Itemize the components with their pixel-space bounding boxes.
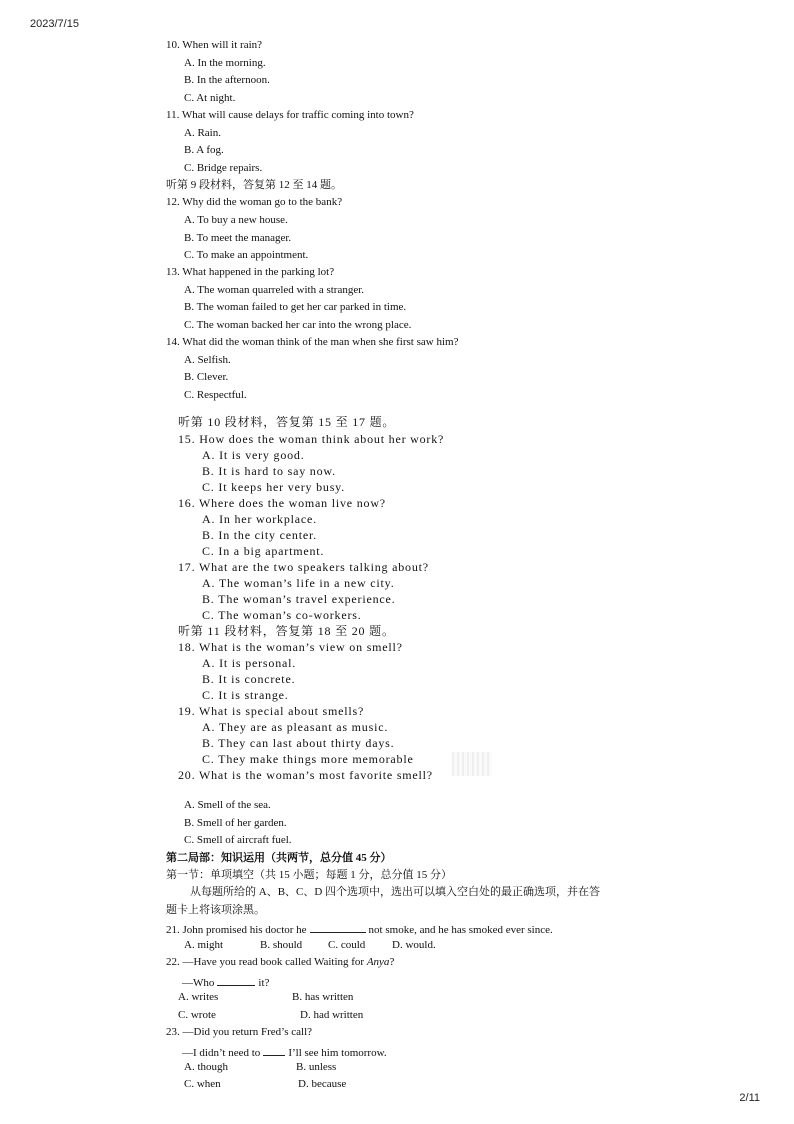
option-19b: B. They can last about thirty days. xyxy=(202,736,395,750)
question-17: 17. What are the two speakers talking about? xyxy=(178,560,429,574)
question-15: 15. How does the woman think about her work? xyxy=(178,432,445,446)
scan-artifact xyxy=(452,752,492,776)
option-11a: A. Rain. xyxy=(184,127,221,139)
option-23b: B. unless xyxy=(296,1061,337,1073)
option-21b: B. should xyxy=(260,939,303,951)
option-22a: A. writes xyxy=(178,991,219,1003)
option-13c: C. The woman backed her car into the wrong place. xyxy=(184,319,412,331)
page-number: 2/11 xyxy=(739,1092,760,1104)
option-23c: C. when xyxy=(184,1079,221,1087)
option-16c: C. In a big apartment. xyxy=(202,544,325,558)
option-12b: B. To meet the manager. xyxy=(184,232,292,244)
question-22-line-2 xyxy=(182,975,269,989)
answer-blank xyxy=(263,1045,285,1056)
question-23-line-2 xyxy=(182,1045,387,1059)
section-instruction-11: 听第 11 段材料，答复第 18 至 20 题。 xyxy=(178,624,395,638)
option-22d: D. had written xyxy=(300,1009,364,1021)
option-13a: A. The woman quarreled with a stranger. xyxy=(184,284,365,296)
question-18: 18. What is the woman’s view on smell? xyxy=(178,640,403,654)
option-21d: D. would. xyxy=(392,939,436,951)
option-17a: A. The woman’s life in a new city. xyxy=(202,576,395,590)
question-22-pre: 22. —Have you read book called Waiting for xyxy=(166,956,365,968)
option-16a: A. In her workplace. xyxy=(202,512,317,526)
option-19c: C. They make things more memorable xyxy=(202,752,414,766)
question-12: 12. Why did the woman go to the bank? xyxy=(166,196,343,208)
option-16b: B. In the city center. xyxy=(202,528,317,542)
option-23a: A. though xyxy=(184,1061,228,1073)
question-22-line-2-post: it? xyxy=(258,977,270,989)
option-15b: B. It is hard to say now. xyxy=(202,464,336,478)
option-15c: C. It keeps her very busy. xyxy=(202,480,345,494)
question-22-line-2-pre: —Who xyxy=(182,977,215,989)
question-23-line-2-post: I’ll see him tomorrow. xyxy=(288,1047,387,1059)
option-13b: B. The woman failed to get her car parked in time. xyxy=(184,301,407,313)
option-11c: C. Bridge repairs. xyxy=(184,162,263,174)
option-22c: C. wrote xyxy=(178,1009,216,1021)
section-instruction-10: 听第 10 段材料，答复第 15 至 17 题。 xyxy=(178,415,396,429)
option-12a: A. To buy a new house. xyxy=(184,214,288,226)
option-21c: C. could xyxy=(328,939,366,951)
question-11: 11. What will cause delays for traffic coming into town? xyxy=(166,109,414,121)
option-14c: C. Respectful. xyxy=(184,389,247,401)
print-date: 2023/7/15 xyxy=(30,18,79,30)
question-20: 20. What is the woman’s most favorite smell? xyxy=(178,768,433,782)
option-17c: C. The woman’s co-workers. xyxy=(202,608,362,622)
instruction-line-2: 题卡上将该项涂黑。 xyxy=(166,904,265,916)
option-20b: B. Smell of her garden. xyxy=(184,817,287,829)
question-22-post: ? xyxy=(389,956,395,968)
question-21-pre: 21. John promised his doctor he xyxy=(166,924,307,936)
question-22 xyxy=(166,957,394,968)
option-20c: C. Smell of aircraft fuel. xyxy=(184,834,292,846)
question-23: 23. —Did you return Fred’s call? xyxy=(166,1026,313,1038)
option-21a: A. might xyxy=(184,939,224,951)
option-11b: B. A fog. xyxy=(184,144,224,156)
option-23d: D. because xyxy=(298,1079,347,1087)
option-18a: A. It is personal. xyxy=(202,656,297,670)
option-10c: C. At night. xyxy=(184,92,236,104)
answer-blank xyxy=(310,922,366,933)
question-13: 13. What happened in the parking lot? xyxy=(166,266,335,278)
question-21 xyxy=(166,922,553,936)
book-title: Anya xyxy=(366,956,390,968)
option-14a: A. Selfish. xyxy=(184,354,231,366)
question-10: 10. When will it rain? xyxy=(166,39,263,51)
option-10b: B. In the afternoon. xyxy=(184,74,270,86)
answer-blank xyxy=(217,975,255,986)
instruction-line-1: 从每题所给的 A、B、C、D 四个选项中，选出可以填入空白处的最正确选项，并在答 xyxy=(190,886,601,898)
option-17b: B. The woman’s travel experience. xyxy=(202,592,396,606)
option-15a: A. It is very good. xyxy=(202,448,305,462)
option-18c: C. It is strange. xyxy=(202,688,289,702)
question-19: 19. What is special about smells? xyxy=(178,704,365,718)
section-instruction-9: 听第 9 段材料，答复第 12 至 14 题。 xyxy=(166,179,342,191)
option-22b: B. has written xyxy=(292,991,354,1003)
option-14b: B. Clever. xyxy=(184,371,229,383)
option-12c: C. To make an appointment. xyxy=(184,249,309,261)
part-2-title: 第二局部：知识运用（共两节，总分值 45 分） xyxy=(166,852,392,864)
section-1-title: 第一节：单项填空（共 15 小题；每题 1 分，总分值 15 分） xyxy=(166,869,452,881)
question-21-post: not smoke, and he has smoked ever since. xyxy=(368,924,553,936)
option-18b: B. It is concrete. xyxy=(202,672,296,686)
option-20a: A. Smell of the sea. xyxy=(184,799,271,811)
question-23-line-2-pre: —I didn’t need to xyxy=(182,1047,261,1059)
question-16: 16. Where does the woman live now? xyxy=(178,496,386,510)
option-19a: A. They are as pleasant as music. xyxy=(202,720,389,734)
option-10a: A. In the morning. xyxy=(184,57,266,69)
question-14: 14. What did the woman think of the man when she first saw him? xyxy=(166,336,459,348)
